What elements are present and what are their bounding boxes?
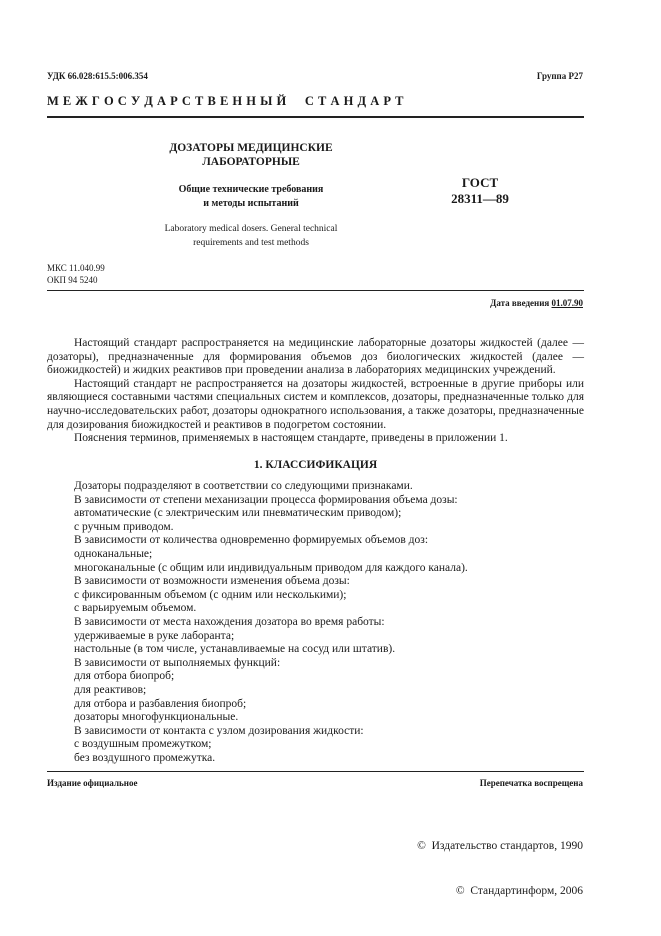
title-line-1: ДОЗАТОРЫ МЕДИЦИНСКИЕ bbox=[169, 142, 333, 154]
classification-line: с воздушным промежутком; bbox=[74, 738, 212, 751]
official-edition-label: Издание официальное bbox=[47, 778, 138, 788]
english-title-line-1: Laboratory medical dosers. General technical bbox=[164, 224, 338, 234]
introduction bbox=[47, 337, 584, 446]
introduction-date bbox=[490, 298, 583, 308]
classification-line: для отбора биопроб; bbox=[74, 670, 175, 683]
copyright-line-2: © Стандартинформ, 2006 bbox=[455, 885, 583, 897]
mks-code: МКС 11.040.99 bbox=[47, 263, 105, 273]
title-block bbox=[140, 141, 362, 169]
classification-line: с фиксированным объемом (с одним или несколькими); bbox=[74, 588, 347, 601]
standard-type-banner: М Е Ж Г О С У Д А Р С Т В Е Н Н Ы Й С Т А Н Д А Р Т bbox=[47, 94, 404, 108]
reprint-prohibited-label: Перепечатка воспрещена bbox=[479, 778, 583, 788]
classification-line: В зависимости от возможности изменения объема дозы: bbox=[74, 575, 350, 588]
classification-line: с варьируемым объемом. bbox=[74, 602, 197, 615]
introduction-date-value: 01.07.90 bbox=[551, 298, 583, 308]
udk-code: УДК 66.028:615.5:006.354 bbox=[47, 71, 148, 81]
classification-line: В зависимости от контакта с узлом дозирования жидкости: bbox=[74, 724, 364, 737]
okp-code: ОКП 94 5240 bbox=[47, 274, 98, 285]
subtitle-line-2: и методы испытаний bbox=[203, 198, 299, 209]
subtitle-block bbox=[140, 183, 362, 211]
classification-line: для реактивов; bbox=[74, 683, 147, 696]
classification-line: одноканальные; bbox=[74, 547, 153, 560]
classification-line: для отбора и разбавления биопроб; bbox=[74, 697, 247, 710]
classification-line: многоканальные (с общим или индивидуальным приводом для каждого канала). bbox=[74, 561, 468, 574]
classification-line: В зависимости от степени механизации процесса формирования объема дозы: bbox=[74, 493, 458, 506]
classification-codes bbox=[47, 263, 105, 286]
copyright-block bbox=[417, 809, 583, 914]
gost-block bbox=[430, 175, 530, 207]
classification-line: дозаторы многофункциональные. bbox=[74, 711, 239, 724]
english-title-block bbox=[140, 222, 362, 250]
subtitle-line-1: Общие технические требования bbox=[178, 184, 324, 195]
gost-label: ГОСТ bbox=[461, 175, 499, 190]
copyright-line-1: © Издательство стандартов, 1990 bbox=[417, 840, 583, 852]
codes-rule bbox=[47, 290, 584, 291]
group-code: Группа Р27 bbox=[536, 71, 583, 81]
intro-paragraph-2: Настоящий стандарт не распространяется на дозаторы жидкостей, встроенные в другие приборы или являющиеся составными частями специальных систем и комплексов, дозаторы, предназначенные только для научно-исследовательских работ, дозаторы однократного использования, а также дозаторы, предназначенные для дозирования биожидкостей и реактивов в подогретом состоянии. bbox=[47, 377, 584, 431]
footer-rule bbox=[47, 771, 584, 772]
gost-number: 28311—89 bbox=[451, 191, 509, 206]
intro-paragraph-3: Пояснения терминов, применяемых в настоящем стандарте, приведены в приложении 1. bbox=[74, 432, 508, 445]
classification-line: удерживаемые в руке лаборанта; bbox=[74, 629, 235, 642]
classification-line: настольные (в том числе, устанавливаемые на сосуд или штатив). bbox=[74, 643, 396, 656]
english-title-line-2: requirements and test methods bbox=[193, 238, 309, 248]
classification-line: В зависимости от количества одновременно формируемых объемов доз: bbox=[74, 534, 429, 547]
classification-line: В зависимости от выполняемых функций: bbox=[74, 656, 281, 669]
title-line-2: ЛАБОРАТОРНЫЕ bbox=[202, 156, 300, 168]
introduction-date-label: Дата введения bbox=[490, 298, 550, 308]
classification-line: с ручным приводом. bbox=[74, 520, 174, 533]
classification-line: автоматические (с электрическим или пневматическим приводом); bbox=[74, 507, 402, 520]
header-rule bbox=[47, 116, 584, 118]
classification-line: В зависимости от места нахождения дозатора во время работы: bbox=[74, 615, 385, 628]
classification-line: без воздушного промежутка. bbox=[74, 751, 216, 764]
classification-list bbox=[47, 480, 584, 765]
section-1-heading: 1. КЛАССИФИКАЦИЯ bbox=[253, 459, 378, 471]
classification-line: Дозаторы подразделяют в соответствии со следующими признаками. bbox=[74, 480, 413, 492]
intro-paragraph-1: Настоящий стандарт распространяется на медицинские лабораторные дозаторы жидкостей (далее — дозаторы), предназначенные для формирования объемов доз биологических жидкостей (далее — биожидкостей) и жидких реактивов при проведении анализа в лабораториях медицинских учреждений. bbox=[47, 337, 584, 377]
